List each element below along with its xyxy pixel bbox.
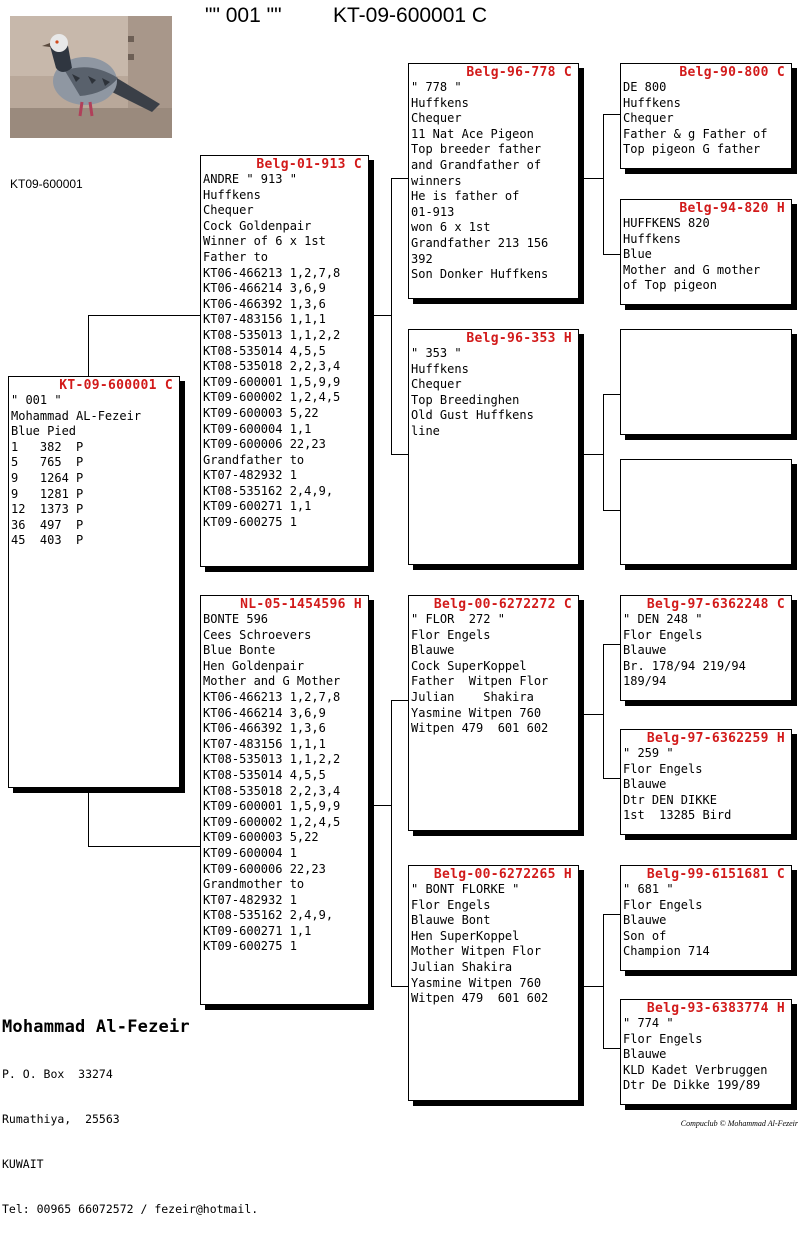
detail-line: 9 1281 P — [11, 486, 84, 501]
sire-ring: Belg-01-913 C — [256, 157, 362, 172]
detail-line: Blue Pied — [11, 424, 77, 439]
detail-line: Flor Engels — [623, 897, 703, 912]
dd-dam-card — [620, 999, 792, 1105]
dam-ring: NL-05-1454596 H — [240, 597, 362, 612]
detail-line: winners — [411, 173, 462, 188]
detail-line: Witpen 479 601 602 — [411, 721, 549, 736]
detail-line: KT08-535014 4,5,5 — [203, 343, 326, 358]
detail-line: KT09-600001 1,5,9,9 — [203, 374, 341, 389]
detail-line: KT09-600003 5,22 — [203, 830, 319, 845]
detail-line: " 778 " — [411, 80, 462, 94]
subject-ring: KT-09-600001 C — [59, 378, 173, 393]
connector-ds-top — [603, 644, 620, 645]
detail-line: Top Breedinghen — [411, 392, 520, 407]
detail-line: KT08-535018 2,2,3,4 — [203, 359, 341, 374]
detail-line: KT07-483156 1,1,1 — [203, 312, 326, 327]
detail-line: 5 765 P — [11, 455, 84, 470]
connector-dam-mid — [369, 805, 391, 806]
dam-sire-ring: Belg-00-6272272 C — [433, 597, 572, 612]
detail-line: KT06-466392 1,3,6 — [203, 721, 326, 736]
sire-card — [200, 155, 369, 567]
connector-ss-mid — [579, 178, 603, 179]
connector-subject-dam-v — [88, 788, 89, 846]
detail-line: Blauwe Bont — [411, 913, 491, 928]
detail-line: 11 Nat Ace Pigeon — [411, 126, 534, 141]
detail-line: KT09-600002 1,2,4,5 — [203, 814, 341, 829]
owner-address — [2, 1037, 258, 1247]
detail-line: 189/94 — [623, 674, 667, 689]
detail-line: KT06-466213 1,2,7,8 — [203, 689, 341, 704]
ds-dam-details — [621, 746, 791, 824]
ds-sire-details — [621, 612, 791, 690]
connector-dd-top — [603, 914, 620, 915]
detail-line: KT09-600006 22,23 — [203, 437, 326, 452]
detail-line: Chequer — [411, 377, 462, 392]
connector-dam-top — [391, 700, 408, 701]
detail-line: HUFFKENS 820 — [623, 216, 710, 230]
connector-sire-top — [391, 178, 408, 179]
connector-dam-bottom — [391, 986, 408, 987]
connector-ds-v — [603, 644, 604, 778]
ss-dam-ring: Belg-94-820 H — [679, 201, 785, 216]
connector-ss-bottom — [603, 254, 620, 255]
sire-details — [201, 172, 368, 531]
detail-line: KT09-600006 22,23 — [203, 861, 326, 876]
detail-line: Mother Witpen Flor — [411, 944, 542, 959]
owner-name: Mohammad Al-Fezeir — [2, 1017, 190, 1037]
detail-line: Huffkens — [623, 231, 681, 246]
connector-subject-sire-v — [88, 315, 89, 376]
connector-dam-v — [391, 700, 392, 986]
detail-line: Hen SuperKoppel — [411, 928, 520, 943]
connector-dd-v — [603, 914, 604, 1048]
detail-line: KT06-466392 1,3,6 — [203, 296, 326, 311]
detail-line: Cees Schroevers — [203, 627, 312, 642]
detail-line: 12 1373 P — [11, 502, 84, 517]
owner-address-line: P. O. Box 33274 — [2, 1067, 113, 1081]
detail-line: KT09-600271 1,1 — [203, 923, 312, 938]
detail-line: KT08-535018 2,2,3,4 — [203, 783, 341, 798]
ss-sire-details — [621, 80, 791, 158]
detail-line: " BONT FLORKE " — [411, 882, 520, 896]
detail-line: won 6 x 1st — [411, 220, 491, 235]
connector-sire-bottom — [391, 454, 408, 455]
detail-line: 1st 13285 Bird — [623, 808, 732, 823]
connector-sd-bottom — [603, 510, 620, 511]
detail-line: Winner of 6 x 1st — [203, 234, 326, 249]
detail-line: Cock SuperKoppel — [411, 658, 527, 673]
detail-line: KT09-600004 1,1 — [203, 421, 312, 436]
connector-sire-v — [391, 178, 392, 454]
sire-dam-details — [409, 346, 578, 440]
detail-line: Flor Engels — [411, 897, 491, 912]
header-ring-number: KT-09-600001 C — [333, 4, 488, 27]
detail-line: Blauwe — [623, 913, 667, 928]
detail-line: ANDRE " 913 " — [203, 172, 297, 186]
detail-line: " 681 " — [623, 882, 674, 896]
dd-dam-details — [621, 1016, 791, 1094]
detail-line: Flor Engels — [411, 627, 491, 642]
dd-sire-ring: Belg-99-6151681 C — [646, 867, 785, 882]
detail-line: Blauwe — [623, 1047, 667, 1062]
connector-sire-mid — [369, 315, 391, 316]
detail-line: KT08-535013 1,1,2,2 — [203, 752, 341, 767]
detail-line: Son of — [623, 928, 667, 943]
connector-sd-top — [603, 394, 620, 395]
detail-line: Blue — [623, 247, 652, 262]
detail-line: Father & g Father of — [623, 126, 768, 141]
ds-dam-ring: Belg-97-6362259 H — [646, 731, 785, 746]
header-pigeon-name: "" 001 "" — [205, 4, 282, 27]
detail-line: KT07-483156 1,1,1 — [203, 736, 326, 751]
dam-sire-details — [409, 612, 578, 737]
subject-id-label: KT09-600001 — [10, 177, 83, 191]
detail-line: Witpen 479 601 602 — [411, 991, 549, 1006]
detail-line: line — [411, 423, 440, 438]
detail-line: Grandfather to — [203, 452, 305, 467]
detail-line: " 774 " — [623, 1016, 674, 1030]
detail-line: Julian Shakira — [411, 959, 513, 974]
detail-line: KT06-466213 1,2,7,8 — [203, 265, 341, 280]
sire-dam-card — [408, 329, 579, 565]
detail-line: Grandmother to — [203, 877, 305, 892]
dam-card — [200, 595, 369, 1005]
detail-line: Grandfather 213 156 — [411, 235, 549, 250]
connector-ds-mid — [579, 714, 603, 715]
detail-line: 9 1264 P — [11, 470, 84, 485]
detail-line: KT06-466214 3,6,9 — [203, 705, 326, 720]
detail-line: Mother and G mother — [623, 262, 761, 277]
detail-line: Julian Shakira — [411, 689, 534, 704]
detail-line: Son Donker Huffkens — [411, 267, 549, 282]
subject-details — [9, 393, 179, 549]
connector-ds-bottom — [603, 778, 620, 779]
detail-line: DE 800 — [623, 80, 667, 94]
dd-sire-card — [620, 865, 792, 971]
detail-line: Flor Engels — [623, 627, 703, 642]
sire-sire-card — [408, 63, 579, 299]
subject-card — [8, 376, 180, 788]
dam-dam-details — [409, 882, 578, 1007]
detail-line: Old Gust Huffkens — [411, 408, 534, 423]
detail-line: KT09-600001 1,5,9,9 — [203, 799, 341, 814]
ss-sire-card — [620, 63, 792, 169]
detail-line: Yasmine Witpen 760 — [411, 975, 542, 990]
ss-dam-card — [620, 199, 792, 305]
detail-line: Hen Goldenpair — [203, 658, 305, 673]
detail-line: KT09-600004 1 — [203, 845, 297, 860]
detail-line: Cock Goldenpair — [203, 218, 312, 233]
detail-line: Flor Engels — [623, 1031, 703, 1046]
connector-sd-v — [603, 394, 604, 510]
detail-line: Blue Bonte — [203, 643, 276, 658]
connector-subject-sire-h — [88, 315, 200, 316]
detail-line: KLD Kadet Verbruggen — [623, 1062, 768, 1077]
detail-line: Huffkens — [411, 95, 469, 110]
detail-line: KT09-600275 1 — [203, 939, 297, 954]
detail-line: Top breeder father — [411, 142, 542, 157]
detail-line: Chequer — [411, 111, 462, 126]
detail-line: KT08-535162 2,4,9, — [203, 483, 334, 498]
detail-line: Mother and G Mother — [203, 674, 341, 689]
detail-line: Top pigeon G father — [623, 142, 761, 157]
detail-line: " FLOR 272 " — [411, 612, 505, 626]
owner-block — [2, 1017, 258, 1247]
detail-line: 45 403 P — [11, 533, 84, 548]
detail-line: " 353 " — [411, 346, 462, 360]
sd-dam-card-empty — [620, 459, 792, 565]
connector-ss-v — [603, 114, 604, 254]
detail-line: 392 — [411, 251, 433, 266]
detail-line: Huffkens — [203, 187, 261, 202]
detail-line: BONTE 596 — [203, 612, 269, 626]
detail-line: Flor Engels — [623, 761, 703, 776]
detail-line: 01-913 — [411, 204, 455, 219]
sire-sire-ring: Belg-96-778 C — [466, 65, 572, 80]
dam-sire-card — [408, 595, 579, 831]
detail-line: He is father of — [411, 189, 520, 204]
sire-dam-ring: Belg-96-353 H — [466, 331, 572, 346]
detail-line: Huffkens — [411, 361, 469, 376]
detail-line: Yasmine Witpen 760 — [411, 705, 542, 720]
owner-contact-line: Tel: 00965 66072572 / fezeir@hotmail. — [2, 1202, 259, 1216]
owner-address-line: Rumathiya, 25563 — [2, 1112, 120, 1126]
detail-line: Dtr De Dikke 199/89 — [623, 1078, 761, 1093]
detail-line: KT08-535014 4,5,5 — [203, 767, 326, 782]
dd-dam-ring: Belg-93-6383774 H — [646, 1001, 785, 1016]
ss-dam-details — [621, 216, 791, 294]
dd-sire-details — [621, 882, 791, 960]
footer-credit: Compuclub © Mohammad Al-Fezeir — [680, 1119, 798, 1128]
owner-address-line: KUWAIT — [2, 1157, 44, 1171]
detail-line: Father to — [203, 249, 269, 264]
sd-sire-card-empty — [620, 329, 792, 435]
detail-line: and Grandfather of — [411, 157, 542, 172]
detail-line: Mohammad AL-Fezeir — [11, 408, 142, 423]
detail-line: KT08-535013 1,1,2,2 — [203, 327, 341, 342]
pigeon-photo — [10, 16, 172, 138]
connector-dd-bottom — [603, 1048, 620, 1049]
detail-line: KT07-482932 1 — [203, 468, 297, 483]
detail-line: " 259 " — [623, 746, 674, 760]
sire-sire-details — [409, 80, 578, 283]
detail-line: Br. 178/94 219/94 — [623, 658, 746, 673]
detail-line: " 001 " — [11, 393, 62, 407]
detail-line: " DEN 248 " — [623, 612, 703, 626]
detail-line: Dtr DEN DIKKE — [623, 792, 717, 807]
detail-line: KT09-600002 1,2,4,5 — [203, 390, 341, 405]
detail-line: Huffkens — [623, 95, 681, 110]
detail-line: KT07-482932 1 — [203, 892, 297, 907]
detail-line: KT09-600003 5,22 — [203, 405, 319, 420]
detail-line: KT06-466214 3,6,9 — [203, 281, 326, 296]
connector-ss-top — [603, 114, 620, 115]
detail-line: KT09-600275 1 — [203, 515, 297, 530]
detail-line: Champion 714 — [623, 944, 710, 959]
detail-line: Blauwe — [411, 643, 455, 658]
detail-line: Chequer — [623, 111, 674, 126]
detail-line: of Top pigeon — [623, 278, 717, 293]
connector-sd-mid — [579, 454, 603, 455]
dam-dam-card — [408, 865, 579, 1101]
detail-line: Blauwe — [623, 643, 667, 658]
ds-dam-card — [620, 729, 792, 835]
detail-line: 1 382 P — [11, 439, 84, 454]
detail-line: Chequer — [203, 203, 254, 218]
ds-sire-card — [620, 595, 792, 701]
connector-subject-dam-h — [88, 846, 200, 847]
detail-line: Blauwe — [623, 777, 667, 792]
ds-sire-ring: Belg-97-6362248 C — [646, 597, 785, 612]
dam-details — [201, 612, 368, 955]
connector-dd-mid — [579, 986, 603, 987]
dam-dam-ring: Belg-00-6272265 H — [433, 867, 572, 882]
ss-sire-ring: Belg-90-800 C — [679, 65, 785, 80]
detail-line: KT08-535162 2,4,9, — [203, 908, 334, 923]
detail-line: 36 497 P — [11, 517, 84, 532]
detail-line: KT09-600271 1,1 — [203, 499, 312, 514]
detail-line: Father Witpen Flor — [411, 674, 549, 689]
